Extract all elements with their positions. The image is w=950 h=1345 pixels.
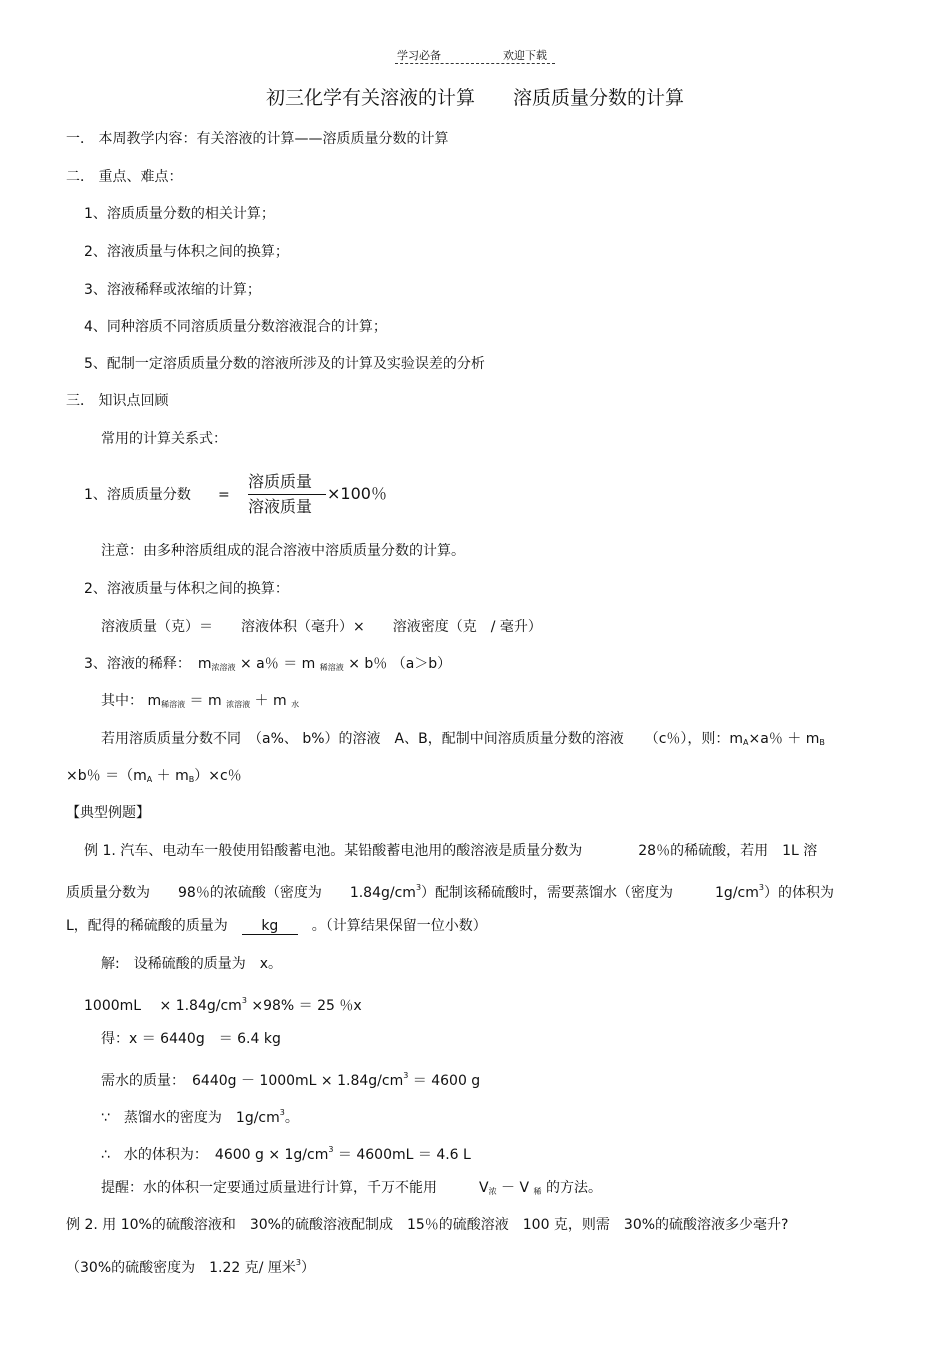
subscript: 浓 <box>488 1187 497 1196</box>
superscript: 3 <box>241 996 247 1005</box>
text: 。 <box>284 1110 299 1126</box>
section-2: 二． 重点、难点： <box>66 169 183 185</box>
formula-1-multiplier: ×100％ <box>327 484 387 503</box>
reminder <box>101 1179 602 1201</box>
fraction-numerator: 溶质质量 <box>248 472 313 491</box>
text: 1000mL × 1.84g/cm <box>84 998 242 1014</box>
subscript: 浓溶液 <box>211 663 236 672</box>
text: ×b％ ＝（m <box>66 768 147 784</box>
example-1-line-2 <box>66 879 834 902</box>
superscript: 3 <box>403 1071 409 1080</box>
subscript: B <box>188 775 195 784</box>
text: ∵ 蒸馏水的密度为 1g/cm <box>101 1110 280 1126</box>
solution-line <box>101 1067 480 1090</box>
note: 注意：由多种溶质组成的混合溶液中溶质质量分数的计算。 <box>101 543 465 559</box>
text: － V <box>496 1180 534 1196</box>
formula-3-dilution <box>84 655 451 677</box>
page-title: 初三化学有关溶液的计算 溶质质量分数的计算 <box>265 87 684 109</box>
superscript: 3 <box>328 1145 334 1154</box>
superscript: 3 <box>758 883 764 892</box>
header-dashed-line <box>395 63 555 64</box>
example-1-line-3 <box>66 917 487 935</box>
subscript: 稀 <box>533 1187 542 1196</box>
fraction-denominator: 溶液质量 <box>248 497 313 516</box>
text: 若用溶质质量分数不同 （a%、 b%）的溶液 A、B，配制中间溶质质量分数的溶液 （c％），则：m <box>101 731 744 747</box>
subscript: 稀溶液 <box>319 663 344 672</box>
key-point: 5、配制一定溶质质量分数的溶液所涉及的计算及实验误差的分析 <box>84 356 485 372</box>
key-point: 2、溶液质量与体积之间的换算； <box>84 244 289 260</box>
text: ＋ m <box>152 768 189 784</box>
text: 。（计算结果保留一位小数） <box>297 918 487 934</box>
key-point: 1、溶质质量分数的相关计算； <box>84 206 275 222</box>
formula-1-fraction <box>248 471 326 518</box>
text: ×98% ＝ 25 ％x <box>246 998 362 1014</box>
header-left: 学习必备 <box>397 49 441 62</box>
text: ＝ 4600mL ＝ 4.6 L <box>333 1147 471 1163</box>
superscript: 3 <box>279 1108 285 1117</box>
text: ＝ m <box>185 693 227 709</box>
mixing-rule-line-1 <box>101 730 825 752</box>
text: ）的体积为 <box>763 885 834 901</box>
subscript: 稀溶液 <box>161 700 186 709</box>
superscript: 3 <box>415 883 422 892</box>
text: 3、溶液的稀释： m <box>84 656 212 672</box>
text: ∴ 水的体积为： 4600 g × 1g/cm <box>101 1147 329 1163</box>
example-2-line-1: 例 2. 用 10%的硫酸溶液和 30%的硫酸溶液配制成 15％的硫酸溶液 100 克，则需 30%的硫酸溶液多少毫升? <box>66 1217 789 1233</box>
key-point: 4、同种溶质不同溶质质量分数溶液混合的计算； <box>84 319 387 335</box>
text: ）×c％ <box>194 768 242 784</box>
section-1: 一． 本周教学内容：有关溶液的计算——溶质质量分数的计算 <box>66 131 449 147</box>
solution-line <box>101 1104 299 1127</box>
formula-1-label: 1、溶质质量分数 <box>84 487 191 503</box>
subscript: A <box>146 775 153 784</box>
section-3: 三． 知识点回顾 <box>66 393 169 409</box>
text: 的方法。 <box>541 1180 602 1196</box>
text: ） <box>301 1260 315 1276</box>
mixing-rule-line-2 <box>66 767 242 789</box>
solution-line: 解: 设稀硫酸的质量为 x。 <box>101 956 283 972</box>
text: 提醒：水的体积一定要通过质量进行计算，千万不能用 V <box>101 1180 489 1196</box>
formula-2-equation: 溶液质量（克）＝ 溶液体积（毫升）× 溶液密度（克 / 毫升） <box>101 619 542 635</box>
solution-line: 得：x ＝ 6440g ＝ 6.4 kg <box>101 1031 281 1047</box>
text: × b％ （a＞b） <box>343 656 452 672</box>
solution-line <box>84 992 362 1015</box>
superscript: 3 <box>295 1258 301 1267</box>
text: 质质量分数为 98％的浓硫酸（密度为 1.84g/cm <box>66 885 416 901</box>
text: ）配制该稀硫酸时，需要蒸馏水（密度为 1g/cm <box>421 885 759 901</box>
subscript: 水 <box>291 700 300 709</box>
text: ×a％ ＋ m <box>748 731 820 747</box>
text: 需水的质量： 6440g － 1000mL × 1.84g/cm <box>101 1073 404 1089</box>
typical-examples-heading: 【典型例题】 <box>66 805 150 821</box>
formula-2-title: 2、溶液质量与体积之间的换算： <box>84 581 289 597</box>
subscript: A <box>743 738 749 747</box>
subscript: B <box>819 738 825 747</box>
key-point: 3、溶液稀释或浓缩的计算； <box>84 282 261 298</box>
answer-blank: kg <box>242 918 298 935</box>
subscript: 浓溶液 <box>226 700 251 709</box>
text: L，配得的稀硫酸的质量为 <box>66 918 242 934</box>
common-formulas-heading: 常用的计算关系式： <box>101 431 227 447</box>
text: 其中： m <box>101 693 162 709</box>
text: ＝ 4600 g <box>408 1073 481 1089</box>
solution-line <box>101 1141 471 1164</box>
dilution-components <box>101 692 299 714</box>
formula-1-equals: = <box>218 487 230 503</box>
text: × a％ ＝ m <box>235 656 320 672</box>
example-2-line-2 <box>66 1254 315 1277</box>
text: （30%的硫酸密度为 1.22 克/ 厘米 <box>66 1260 296 1276</box>
header-right: 欢迎下载 <box>503 49 547 62</box>
example-1-line-1: 例 1. 汽车、电动车一般使用铅酸蓄电池。某铅酸蓄电池用的酸溶液是质量分数为 28％的稀硫酸，若用 1L 溶 <box>84 843 818 859</box>
text: ＋ m <box>250 693 292 709</box>
